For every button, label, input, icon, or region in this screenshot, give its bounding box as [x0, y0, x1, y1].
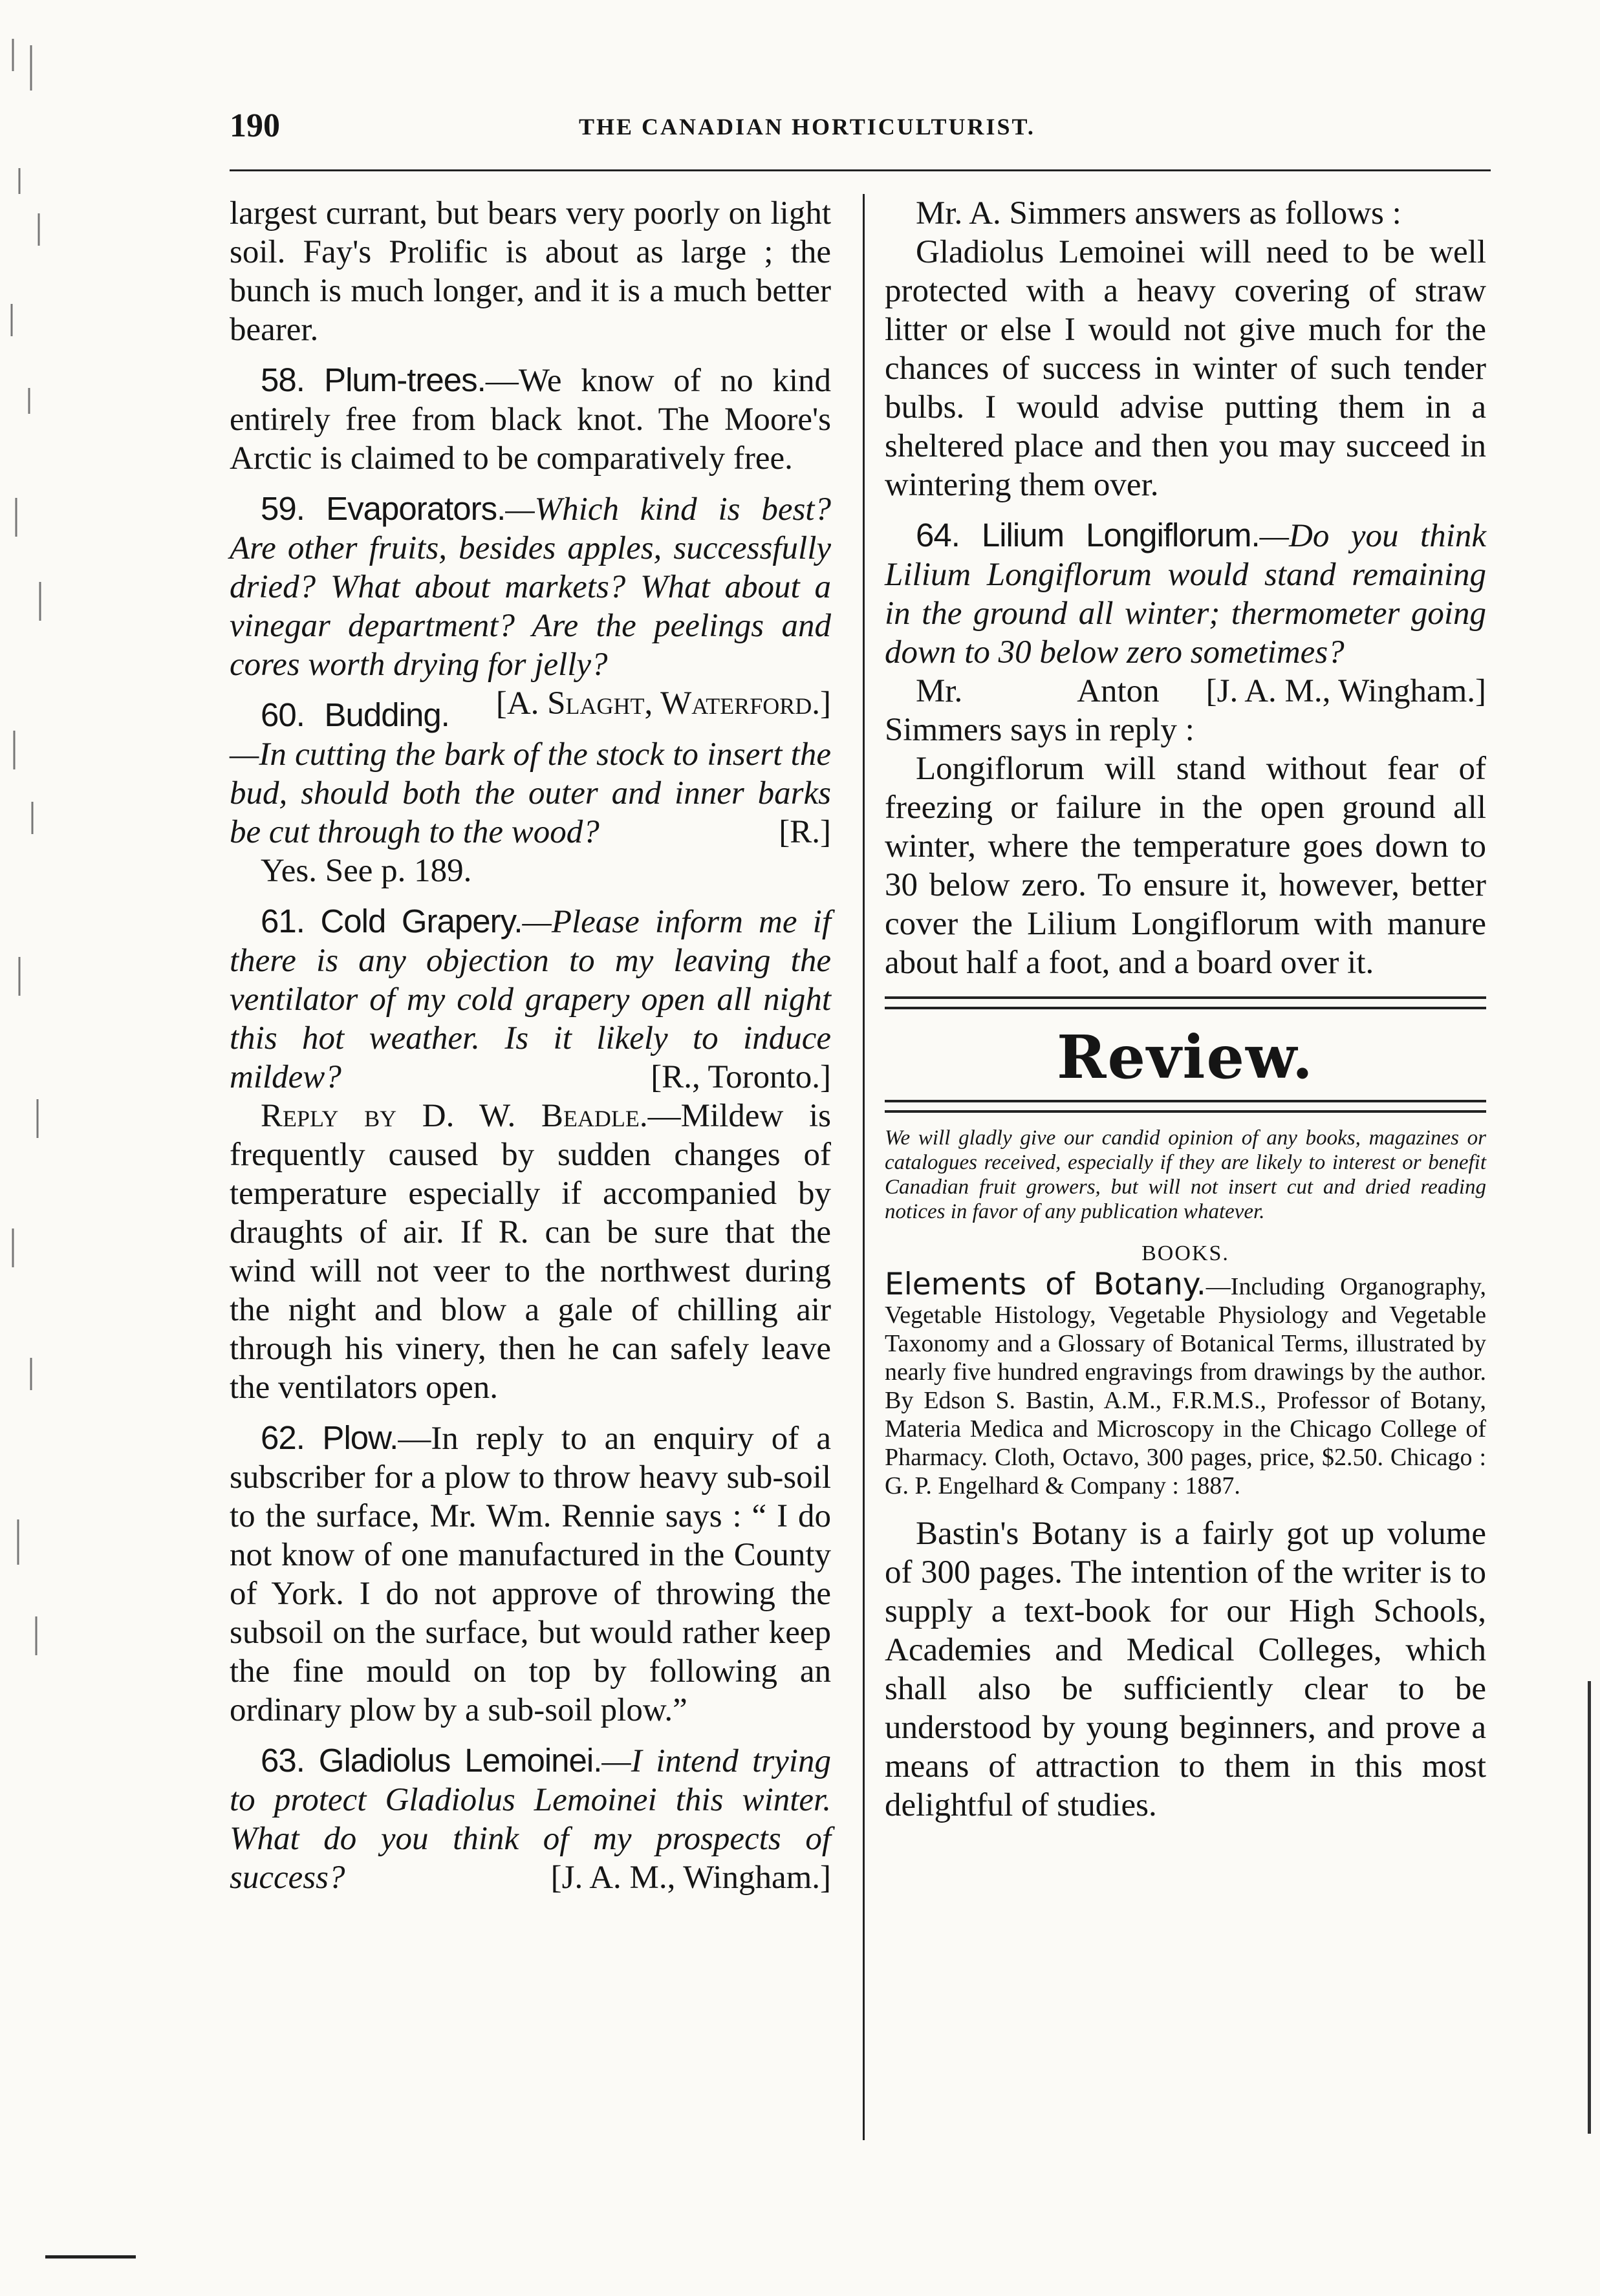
- page-header: [230, 107, 1491, 152]
- question-63-heading: 63. Gladiolus Lemoinei.: [261, 1742, 602, 1779]
- answer-60: Yes. See p. 189.: [261, 853, 472, 889]
- scan-bottom-mark: [45, 2255, 136, 2258]
- scan-edge-marks: [0, 0, 78, 2296]
- question-58-heading: 58. Plum-trees.: [261, 361, 486, 398]
- book-details: —Including Organography, Vegetable Histology, Vegetable Physiology and Vegetable Taxonomy and a Glossary of Botanical Terms, illustrated by nearly five hundred engravings from drawings by the author. By Edson S. Bastin, A.M., F.R.M.S., Professor of Botany, Materia Medica and Microscopy in the Chicago College of Pharmacy. Cloth, Octavo, 300 pages, price, $2.50. Chicago : G. P. Engelhard & Company : 1887.: [885, 1273, 1486, 1499]
- question-59-heading: 59. Evaporators.: [261, 490, 506, 527]
- book-title: Elements of Botany.: [885, 1267, 1206, 1302]
- books-label: BOOKS.: [1141, 1241, 1229, 1265]
- question-59-signature: [A. Slaght, Waterford.]: [495, 685, 831, 722]
- question-59-text: —Which kind is best? Are other fruits, besides apples, successfully dried? What about markets? What about a vinegar department? Are the peelings and cores worth drying for jelly?: [230, 491, 831, 683]
- question-62: [230, 1419, 831, 1730]
- reply-64-intro: Mr. Anton Simmers says in reply :: [885, 673, 1195, 748]
- question-61-heading: 61. Cold Grapery.: [261, 903, 523, 939]
- reply-64-body: Longiflorum will stand without fear of freezing or failure in the open ground all winter, where the temperature goes down to 30 below zero. To ensure it, however, better cover the Lilium Longiflorum with manure about half a foot, and a board over it.: [885, 751, 1486, 981]
- question-62-body: —In reply to an enquiry of a subscriber for a plow to throw heavy sub-soil to the surface, Mr. Wm. Rennie says : “ I do not know of one manufactured in the County of York. I do not approve of throwing the subsoil on the surface, but would rather keep the fine mould on top by following an ordinary plow by a sub-soil plow.”: [230, 1421, 831, 1728]
- question-60-signature: [R.]: [779, 814, 831, 850]
- intro-paragraph: largest currant, but bears very poorly on light soil. Fay's Prolific is about as large ; the bunch is much longer, and it is a much better bearer.: [230, 195, 831, 348]
- question-60-heading: 60. Budding.: [261, 696, 449, 733]
- question-61-signature: [R., Toronto.]: [651, 1059, 831, 1095]
- column-divider: [863, 194, 865, 2140]
- reply-61-label: Reply by D. W. Beadle.: [261, 1098, 648, 1134]
- question-58-body: —We know of no kind entirely free from black knot. The Moore's Arctic is claimed to be comparatively free.: [230, 363, 832, 477]
- review-body: Bastin's Botany is a fairly got up volume of 300 pages. The intention of the writer is to supply a text-book for our High Schools, Academies and Medical Colleges, which shall also be sufficiently clear to be understood by young beginners, and prove a means of attraction to them in this most delightful of studies.: [885, 1516, 1486, 1823]
- book-entry: [885, 1267, 1486, 1500]
- left-column: [230, 194, 831, 1909]
- question-61-text: —Please inform me if there is any objection to my leaving the ventilator of my cold grapery open all night this hot weather. Is it likely to induce mildew?: [230, 904, 831, 1095]
- question-61: [230, 902, 831, 1097]
- running-title: THE CANADIAN HORTICULTURIST.: [579, 114, 1035, 140]
- question-60-text: —In cutting the bark of the stock to insert the bud, should both the outer and inner barks be cut through to the wood?: [230, 736, 831, 850]
- question-64-signature: [J. A. M., Wingham.]: [1205, 673, 1486, 709]
- review-rule-top: [885, 996, 1486, 1009]
- question-63-signature: [J. A. M., Wingham.]: [550, 1860, 831, 1896]
- review-notice: We will gladly give our candid opinion of any books, magazines or catalogues received, especially if they are likely to interest or benefit Canadian fruit growers, but will not insert cut and dried reading notices in favor of any publication whatever.: [885, 1126, 1486, 1223]
- question-64-heading: 64. Lilium Longiflorum.: [916, 517, 1260, 553]
- question-62-heading: 62. Plow.: [261, 1419, 398, 1456]
- answer-63-intro: Mr. A. Simmers answers as follows :: [916, 195, 1401, 231]
- scan-edge-line: [1588, 1681, 1591, 2134]
- header-rule: [230, 169, 1491, 171]
- question-58: [230, 361, 831, 478]
- review-title: Review.: [1057, 1022, 1314, 1092]
- reply-61: [230, 1097, 831, 1407]
- page-number: 190: [230, 107, 280, 144]
- reply-61-body: —Mildew is frequently caused by sudden changes of temperature especially if accompanied by draughts of air. If R. can be sure that the wind will not veer to the northwest during the night and blow a gale of chilling air through his vinery, then he can safely leave the ventilators open.: [230, 1098, 832, 1406]
- question-63-text: —I intend trying to protect Gladiolus Lemoinei this winter. What do you think of my prospects of success?: [230, 1743, 831, 1896]
- question-64: [885, 516, 1486, 709]
- question-64-text: —Do you think Lilium Longiflorum would stand remaining in the ground all winter; thermometer going down to 30 below zero sometimes?: [885, 518, 1486, 671]
- question-63: [230, 1741, 831, 1897]
- right-column: [885, 194, 1486, 1836]
- review-rule-bottom: [885, 1100, 1486, 1113]
- answer-63-body: Gladiolus Lemoinei will need to be well protected with a heavy covering of straw litter or else I would not give much for the chances of success in winter of such tender bulbs. I would advise putting them in a sheltered place and then you may succeed in wintering them over.: [885, 234, 1486, 503]
